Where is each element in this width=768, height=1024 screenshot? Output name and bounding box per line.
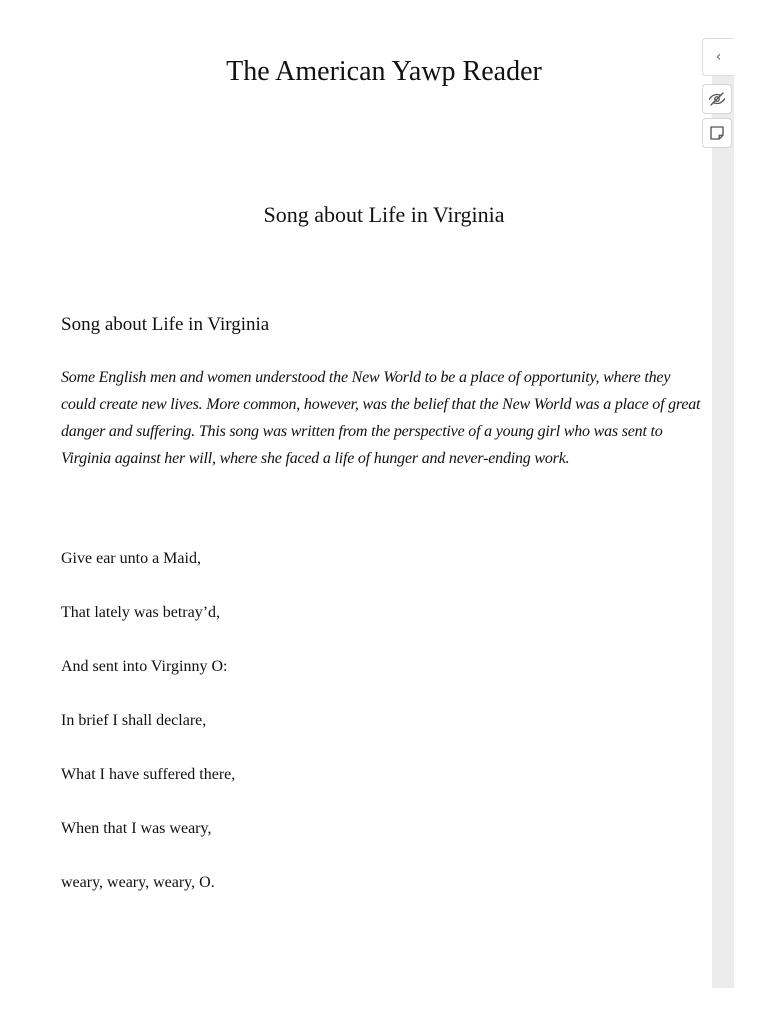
verse-line: When that I was weary, [61, 820, 212, 837]
chevron-left-icon: ‹ [715, 49, 722, 65]
verse-list [61, 546, 707, 896]
verse-line: weary, weary, weary, O. [61, 874, 215, 891]
document-content [61, 308, 707, 924]
verse-line: What I have suffered there, [61, 766, 236, 783]
verse-line: Give ear unto a Maid, [61, 550, 201, 567]
sidebar-toggle-button[interactable] [702, 38, 734, 76]
annotation-sidebar [712, 76, 734, 988]
verse-line: In brief I shall declare, [61, 712, 207, 729]
site-title: The American Yawp Reader [226, 56, 542, 87]
verse-line: That lately was betray’d, [61, 604, 221, 621]
page-title: Song about Life in Virginia [263, 202, 505, 227]
section-heading: Song about Life in Virginia [61, 314, 270, 335]
eye-slash-icon [708, 90, 726, 108]
new-note-button[interactable] [702, 118, 732, 148]
sticky-note-icon [708, 124, 726, 142]
hide-highlights-button[interactable] [702, 84, 732, 114]
intro-paragraph: Some English men and women understood the New World to be a place of opportunity, where they could create new lives. More common, however, was the belief that the New World was a place of great danger and suffering. This song was written from the perspective of a young girl who was sent to Virginia against her will, where she faced a life of hunger and never-ending work. [61, 369, 701, 467]
verse-line: And sent into Virginny O: [61, 658, 228, 675]
